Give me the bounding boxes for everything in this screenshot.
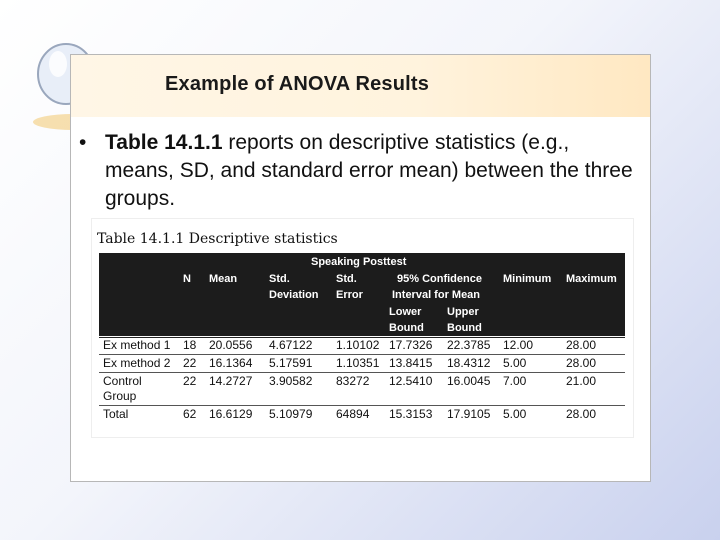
header-upper-1: Upper bbox=[447, 306, 479, 318]
header-ci-2: Interval for Mean bbox=[392, 289, 481, 301]
header-upper-2: Bound bbox=[447, 322, 482, 334]
cell-mean: 20.0556 bbox=[209, 338, 253, 352]
cell-min: 5.00 bbox=[503, 356, 527, 370]
cell-upper: 17.9105 bbox=[447, 407, 491, 421]
cell-n: 22 bbox=[183, 356, 197, 370]
bullet-bold: Table 14.1.1 bbox=[105, 131, 223, 154]
table-row bbox=[99, 337, 625, 355]
cell-se: 1.10351 bbox=[336, 356, 380, 370]
table-body bbox=[99, 337, 625, 423]
header-lower-1: Lower bbox=[389, 306, 422, 318]
header-ci-1: 95% Confidence bbox=[397, 273, 482, 285]
header-maximum: Maximum bbox=[566, 273, 617, 285]
header-minimum: Minimum bbox=[503, 273, 552, 285]
bullet-body: reports on descriptive statistics (e.g., means, SD, and standard error mean) between the three groups. bbox=[105, 131, 633, 210]
row-label: Ex method 1 bbox=[103, 338, 171, 352]
cell-se: 1.10102 bbox=[336, 338, 380, 352]
bullet-point bbox=[79, 129, 639, 213]
header-std-err-2: Error bbox=[336, 289, 363, 301]
bullet-text bbox=[79, 129, 639, 213]
cell-mean: 16.1364 bbox=[209, 356, 253, 370]
cell-min: 7.00 bbox=[503, 374, 527, 388]
cell-lower: 15.3153 bbox=[389, 407, 433, 421]
header-n: N bbox=[183, 273, 191, 285]
cell-sd: 3.90582 bbox=[269, 374, 313, 388]
cell-mean: 14.2727 bbox=[209, 374, 253, 388]
cell-n: 18 bbox=[183, 338, 197, 352]
cell-lower: 17.7326 bbox=[389, 338, 433, 352]
cell-n: 62 bbox=[183, 407, 197, 421]
table-row bbox=[99, 373, 625, 406]
header-std-err-1: Std. bbox=[336, 273, 357, 285]
slide-card bbox=[70, 54, 651, 482]
cell-max: 21.00 bbox=[566, 374, 597, 388]
cell-lower: 12.5410 bbox=[389, 374, 433, 388]
cell-lower: 13.8415 bbox=[389, 356, 433, 370]
cell-sd: 5.17591 bbox=[269, 356, 313, 370]
cell-upper: 16.0045 bbox=[447, 374, 491, 388]
header-lower-2: Bound bbox=[389, 322, 424, 334]
cell-sd: 4.67122 bbox=[269, 338, 313, 352]
cell-max: 28.00 bbox=[566, 356, 597, 370]
cell-max: 28.00 bbox=[566, 407, 597, 421]
cell-se: 83272 bbox=[336, 374, 370, 388]
cell-upper: 22.3785 bbox=[447, 338, 491, 352]
cell-max: 28.00 bbox=[566, 338, 597, 352]
cell-min: 12.00 bbox=[503, 338, 534, 352]
cell-se: 64894 bbox=[336, 407, 370, 421]
header-group: Speaking Posttest bbox=[311, 256, 407, 268]
descriptive-statistics-table bbox=[91, 218, 634, 438]
header-std-dev-2: Deviation bbox=[269, 289, 319, 301]
cell-upper: 18.4312 bbox=[447, 356, 491, 370]
row-label: Ex method 2 bbox=[103, 356, 171, 370]
bullet-dot: • bbox=[79, 131, 87, 154]
cell-min: 5.00 bbox=[503, 407, 527, 421]
row-label: Total bbox=[103, 407, 129, 421]
table-row-total bbox=[99, 406, 625, 423]
row-label: Control bbox=[103, 374, 142, 388]
header-mean: Mean bbox=[209, 273, 238, 285]
row-label-line2: Group bbox=[103, 389, 137, 403]
table-caption: Table 14.1.1 Descriptive statistics bbox=[97, 231, 338, 247]
table-header bbox=[99, 253, 625, 336]
table-row bbox=[99, 355, 625, 373]
cell-n: 22 bbox=[183, 374, 197, 388]
header-std-dev-1: Std. bbox=[269, 273, 290, 285]
cell-sd: 5.10979 bbox=[269, 407, 313, 421]
slide-title: Example of ANOVA Results bbox=[165, 73, 430, 95]
cell-mean: 16.6129 bbox=[209, 407, 253, 421]
